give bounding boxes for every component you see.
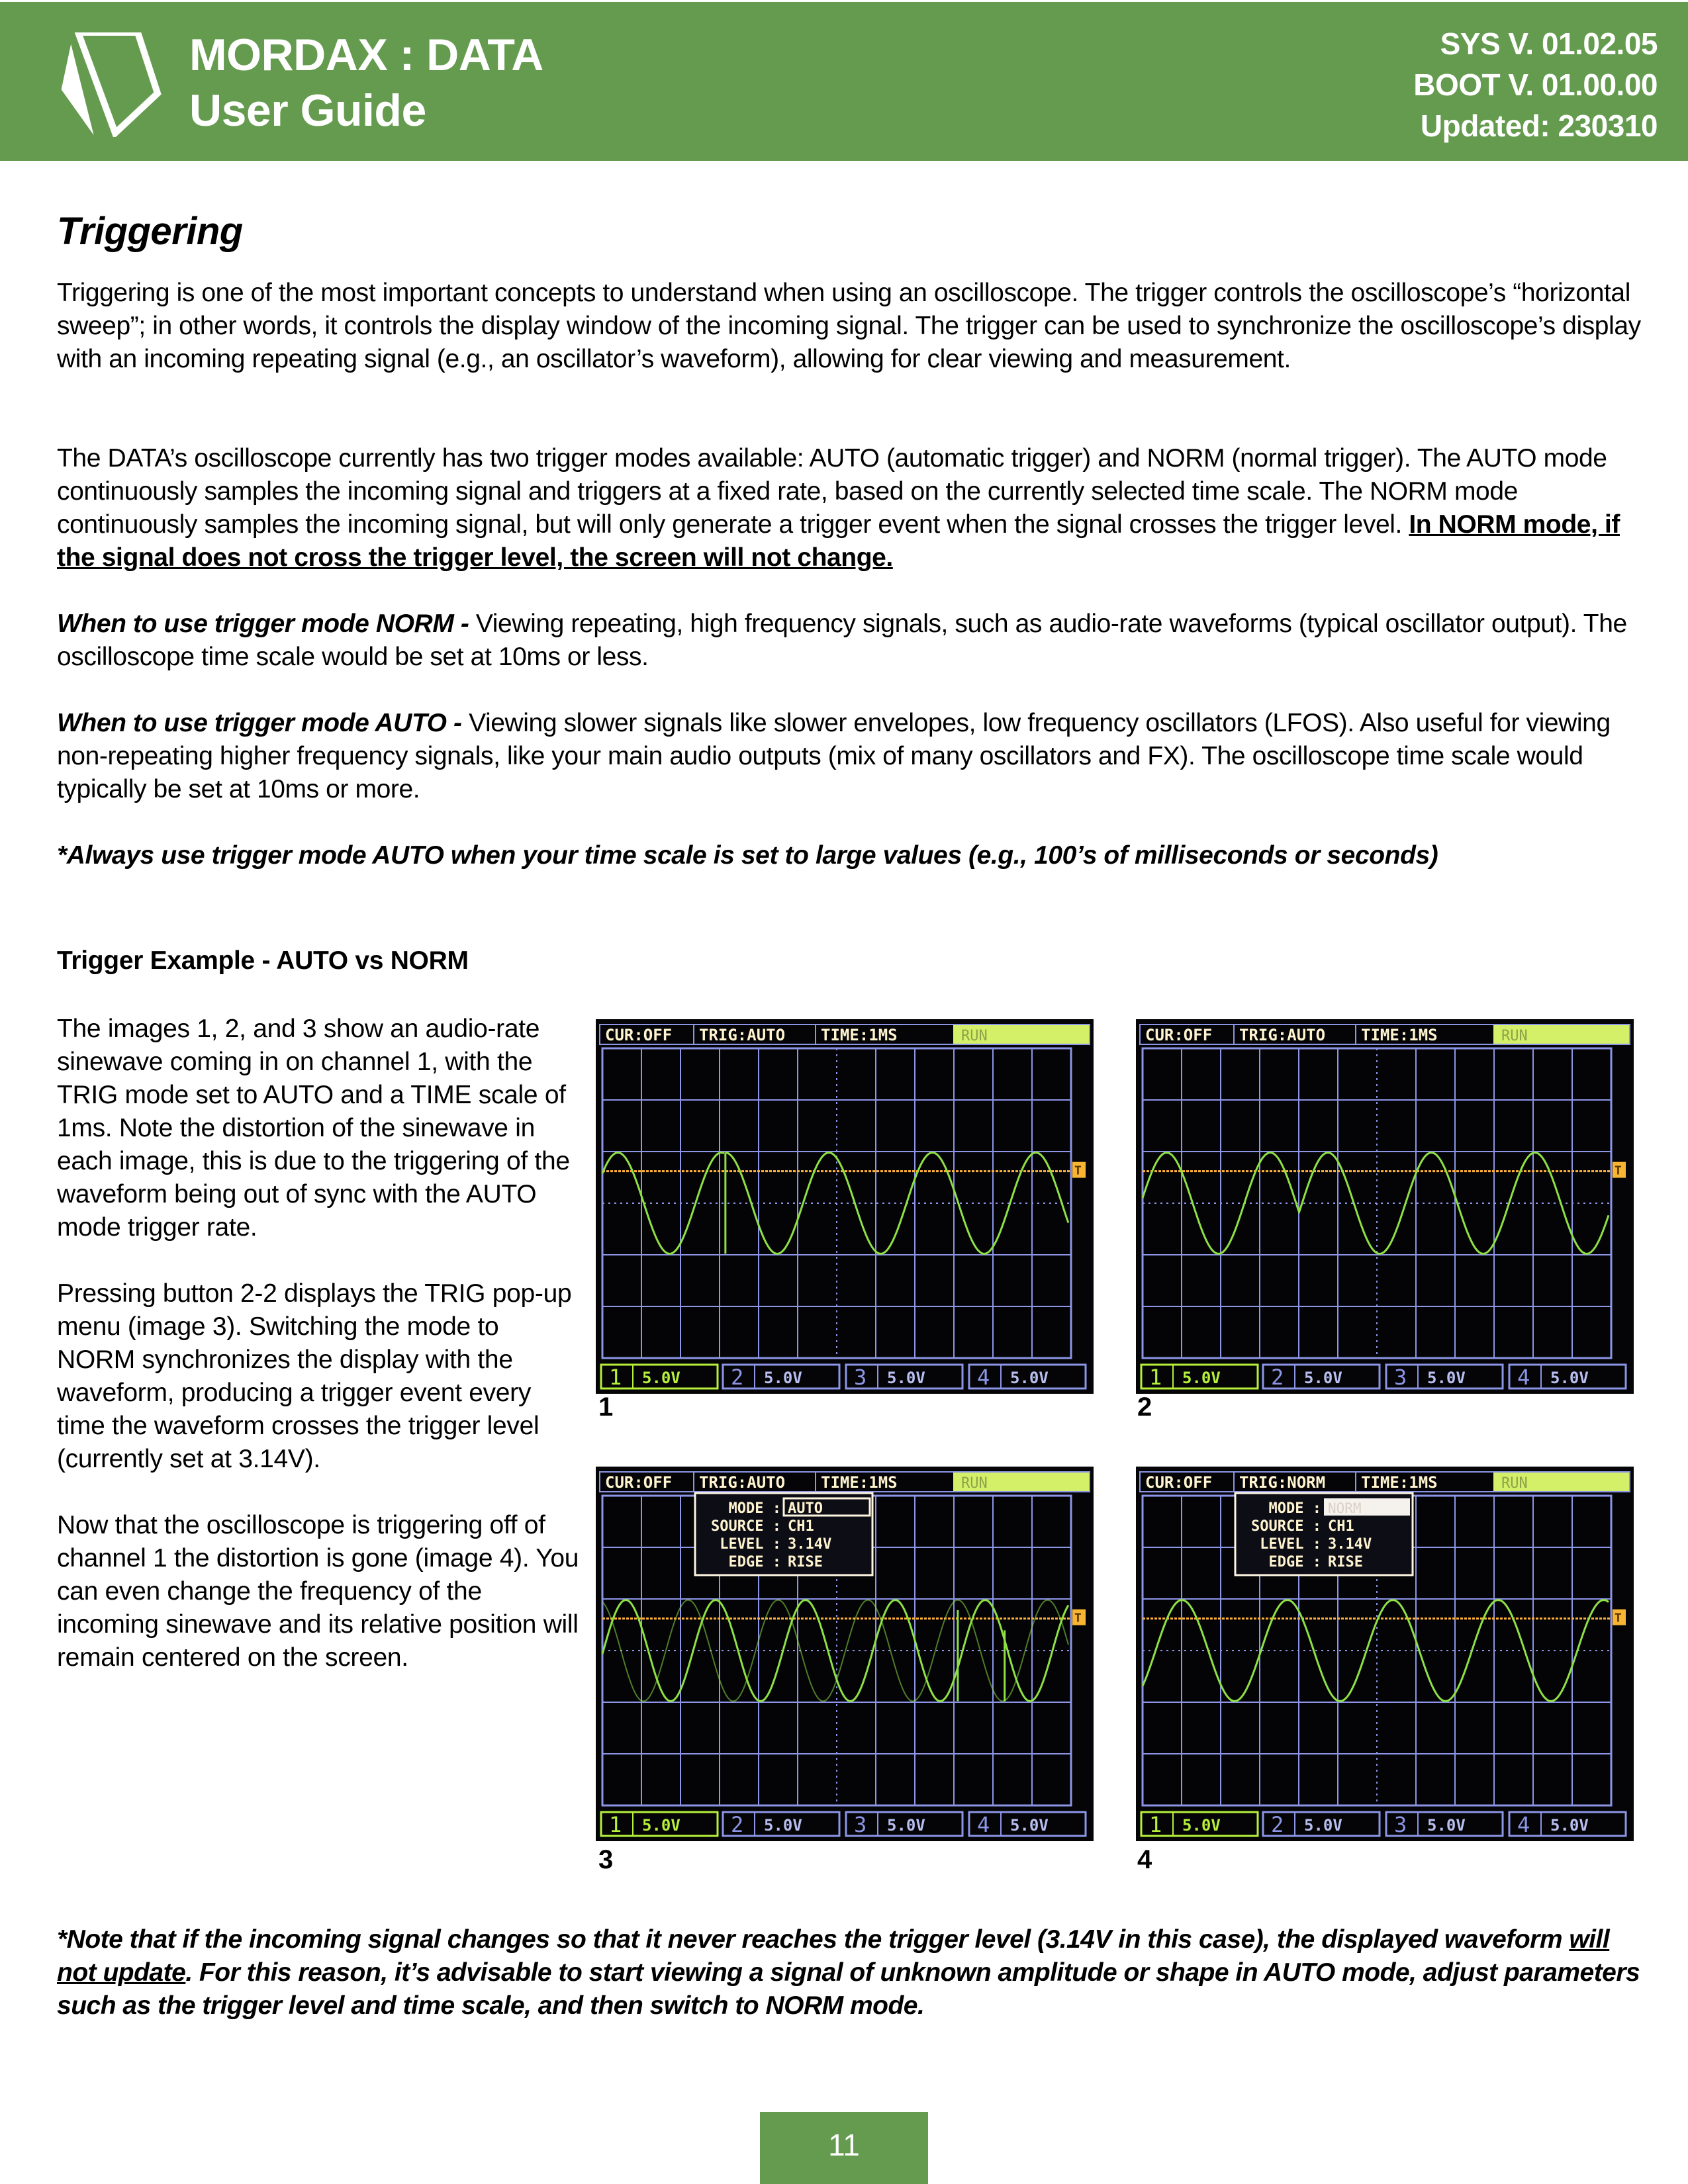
channel-2-number: 2	[1271, 1812, 1284, 1837]
channel-4-scale: 5.0V	[1550, 1816, 1589, 1835]
modes-text: The DATA’s oscilloscope currently has two trigger modes available: AUTO (automatic trigger) and NORM (normal trigger). The AUTO mode continuously samples the incoming signal and triggers at a fixed rate, based on the currently selected time scale. The NORM mode continuously samples the incoming signal, but will only generate a trigger event when the signal crosses the trigger level.	[57, 444, 1607, 539]
popup-source-value: CH1	[1328, 1518, 1354, 1535]
channel-2-scale: 5.0V	[1304, 1816, 1342, 1835]
popup-level-value: 3.14V	[788, 1536, 832, 1553]
scope-screenshot-4	[1136, 1467, 1634, 1841]
brand-line-2: User Guide	[189, 85, 426, 136]
trigger-mode-status: TRIG:NORM	[1239, 1473, 1326, 1492]
sys-version: SYS V. 01.02.05	[1440, 26, 1658, 61]
scope-display	[1136, 1019, 1634, 1394]
channel-2-scale: 5.0V	[764, 1816, 802, 1835]
note-underlined: will not update	[57, 1925, 1610, 1987]
screenshot-caption-1: 1	[598, 1392, 614, 1422]
modes-emphasis: In NORM mode, if the signal does not cross the trigger level, the screen will not change.	[57, 510, 1620, 572]
cursor-status: CUR:OFF	[1145, 1026, 1213, 1044]
mordax-logo-icon	[56, 32, 162, 137]
brand-title	[189, 27, 543, 138]
example-paragraph-1: The images 1, 2, and 3 show an audio-rate sinewave coming in on channel 1, with the TRIG mode set to AUTO and a TIME scale of 1ms. Note the distortion of the sinewave in each image, this is due to the triggering of the waveform being out of sync with the AUTO mode trigger rate.	[57, 1015, 570, 1242]
page-number: 11	[760, 2112, 928, 2184]
scope-display	[1136, 1467, 1634, 1841]
time-scale-status: TIME:1MS	[821, 1473, 898, 1492]
updated-date: Updated: 230310	[1420, 109, 1658, 143]
channel-3-number: 3	[854, 1365, 867, 1390]
channel-1-scale: 5.0V	[1182, 1369, 1221, 1387]
auto-usage-text: Viewing slower signals like slower envelopes, low frequency oscillators (LFOS). Also useful for viewing non-repeating higher frequency signals, like your main audio outputs (mix of many oscillators and FX). The oscilloscope time scale would typically be set at 10ms or more.	[57, 709, 1611, 803]
channel-4-scale: 5.0V	[1010, 1369, 1049, 1387]
popup-edge-value: RISE	[1328, 1554, 1363, 1570]
scope-screenshot-2	[1136, 1019, 1634, 1394]
time-scale-status: TIME:1MS	[821, 1026, 898, 1044]
trigger-marker-icon: T	[1074, 1611, 1082, 1625]
popup-level-value: 3.14V	[1328, 1536, 1372, 1553]
time-scale-status: TIME:1MS	[1361, 1473, 1438, 1492]
example-paragraph-3: Now that the oscilloscope is triggering off of channel 1 the distortion is gone (image 4). You can even change the frequency of the incoming sinewave and its relative position will remain centered on the screen.	[57, 1511, 579, 1672]
bottom-note	[57, 1923, 1646, 2023]
norm-usage-label: When to use trigger mode NORM -	[57, 610, 476, 638]
channel-4-scale: 5.0V	[1550, 1369, 1589, 1387]
trigger-mode-status: TRIG:AUTO	[1239, 1026, 1326, 1044]
brand-line-1: MORDAX : DATA	[189, 30, 543, 80]
channel-1-number: 1	[609, 1365, 622, 1390]
channel-3-scale: 5.0V	[1427, 1816, 1466, 1835]
channel-3-scale: 5.0V	[887, 1816, 925, 1835]
popup-source-label: SOURCE :	[1251, 1518, 1321, 1535]
popup-level-label: LEVEL :	[1260, 1536, 1321, 1553]
popup-edge-value: RISE	[788, 1554, 823, 1570]
trigger-mode-status: TRIG:AUTO	[699, 1473, 786, 1492]
trigger-marker-icon: T	[1615, 1163, 1622, 1178]
example-heading: Trigger Example - AUTO vs NORM	[57, 946, 469, 975]
popup-level-label: LEVEL :	[720, 1536, 781, 1553]
intro-paragraph: Triggering is one of the most important concepts to understand when using an oscilloscope. The trigger controls the oscilloscope’s “horizontal sweep”; in other words, it controls the display window of the incoming signal. The trigger can be used to synchronize the oscilloscope’s display with an incoming repeating signal (e.g., an oscillator’s waveform), allowing for clear viewing and measurement.	[57, 279, 1641, 373]
note-text-1: *Note that if the incoming signal changes so that it never reaches the trigger level (3.14V in this case), the displayed waveform	[57, 1925, 1570, 1954]
trigger-mode-status: TRIG:AUTO	[699, 1026, 786, 1044]
scope-screenshot-1	[596, 1019, 1094, 1394]
run-status: RUN	[1501, 1475, 1528, 1492]
popup-mode-label: MODE :	[728, 1500, 781, 1517]
channel-2-scale: 5.0V	[1304, 1369, 1342, 1387]
scope-screenshot-3	[596, 1467, 1094, 1841]
run-status: RUN	[961, 1475, 988, 1492]
always-auto-note: *Always use trigger mode AUTO when your time scale is set to large values (e.g., 100’s of milliseconds or seconds)	[57, 841, 1438, 870]
popup-edge-label: EDGE :	[728, 1554, 781, 1570]
channel-4-number: 4	[1517, 1365, 1530, 1390]
channel-4-number: 4	[1517, 1812, 1530, 1837]
note-text-2: . For this reason, it’s advisable to start viewing a signal of unknown amplitude or shape in AUTO mode, adjust parameters such as the trigger level and time scale, and then switch to NORM mode.	[57, 1958, 1640, 2020]
run-status: RUN	[961, 1028, 988, 1044]
channel-3-scale: 5.0V	[887, 1369, 925, 1387]
channel-4-number: 4	[977, 1365, 990, 1390]
auto-usage-label: When to use trigger mode AUTO -	[57, 709, 469, 737]
time-scale-status: TIME:1MS	[1361, 1026, 1438, 1044]
norm-usage-text: Viewing repeating, high frequency signals, such as audio-rate waveforms (typical oscillator output). The oscilloscope time scale would be set at 10ms or less.	[57, 610, 1627, 671]
scope-display	[596, 1019, 1094, 1394]
scope-display	[596, 1467, 1094, 1841]
version-info	[1413, 23, 1658, 146]
auto-usage-paragraph	[57, 707, 1646, 806]
channel-3-number: 3	[854, 1812, 867, 1837]
modes-paragraph	[57, 442, 1646, 574]
channel-1-scale: 5.0V	[1182, 1816, 1221, 1835]
channel-1-scale: 5.0V	[642, 1816, 680, 1835]
channel-1-number: 1	[1149, 1365, 1162, 1390]
channel-3-number: 3	[1394, 1812, 1407, 1837]
section-title: Triggering	[57, 210, 243, 253]
popup-mode-value: NORM	[1328, 1500, 1362, 1516]
channel-2-number: 2	[731, 1812, 744, 1837]
popup-mode-value: AUTO	[788, 1500, 823, 1517]
channel-1-scale: 5.0V	[642, 1369, 680, 1387]
screenshot-caption-3: 3	[598, 1845, 614, 1874]
popup-source-value: CH1	[788, 1518, 814, 1535]
popup-mode-label: MODE :	[1268, 1500, 1321, 1517]
screenshot-caption-4: 4	[1137, 1845, 1152, 1874]
channel-2-number: 2	[731, 1365, 744, 1390]
channel-4-scale: 5.0V	[1010, 1816, 1049, 1835]
channel-3-number: 3	[1394, 1365, 1407, 1390]
example-paragraph-2: Pressing button 2-2 displays the TRIG pop-up menu (image 3). Switching the mode to NORM synchronizes the display with the waveform, producing a trigger event every time the waveform crosses the trigger level (currently set at 3.14V).	[57, 1279, 572, 1473]
channel-4-number: 4	[977, 1812, 990, 1837]
norm-usage-paragraph	[57, 608, 1646, 674]
popup-source-label: SOURCE :	[711, 1518, 781, 1535]
run-status: RUN	[1501, 1028, 1528, 1044]
channel-3-scale: 5.0V	[1427, 1369, 1466, 1387]
trigger-marker-icon: T	[1615, 1611, 1622, 1625]
cursor-status: CUR:OFF	[605, 1026, 673, 1044]
page-header	[0, 2, 1688, 161]
boot-version: BOOT V. 01.00.00	[1413, 68, 1658, 102]
channel-2-scale: 5.0V	[764, 1369, 802, 1387]
channel-1-number: 1	[609, 1812, 622, 1837]
cursor-status: CUR:OFF	[605, 1473, 673, 1492]
cursor-status: CUR:OFF	[1145, 1473, 1213, 1492]
screenshot-caption-2: 2	[1137, 1392, 1152, 1422]
popup-edge-label: EDGE :	[1268, 1554, 1321, 1570]
channel-1-number: 1	[1149, 1812, 1162, 1837]
trigger-marker-icon: T	[1074, 1163, 1082, 1178]
channel-2-number: 2	[1271, 1365, 1284, 1390]
